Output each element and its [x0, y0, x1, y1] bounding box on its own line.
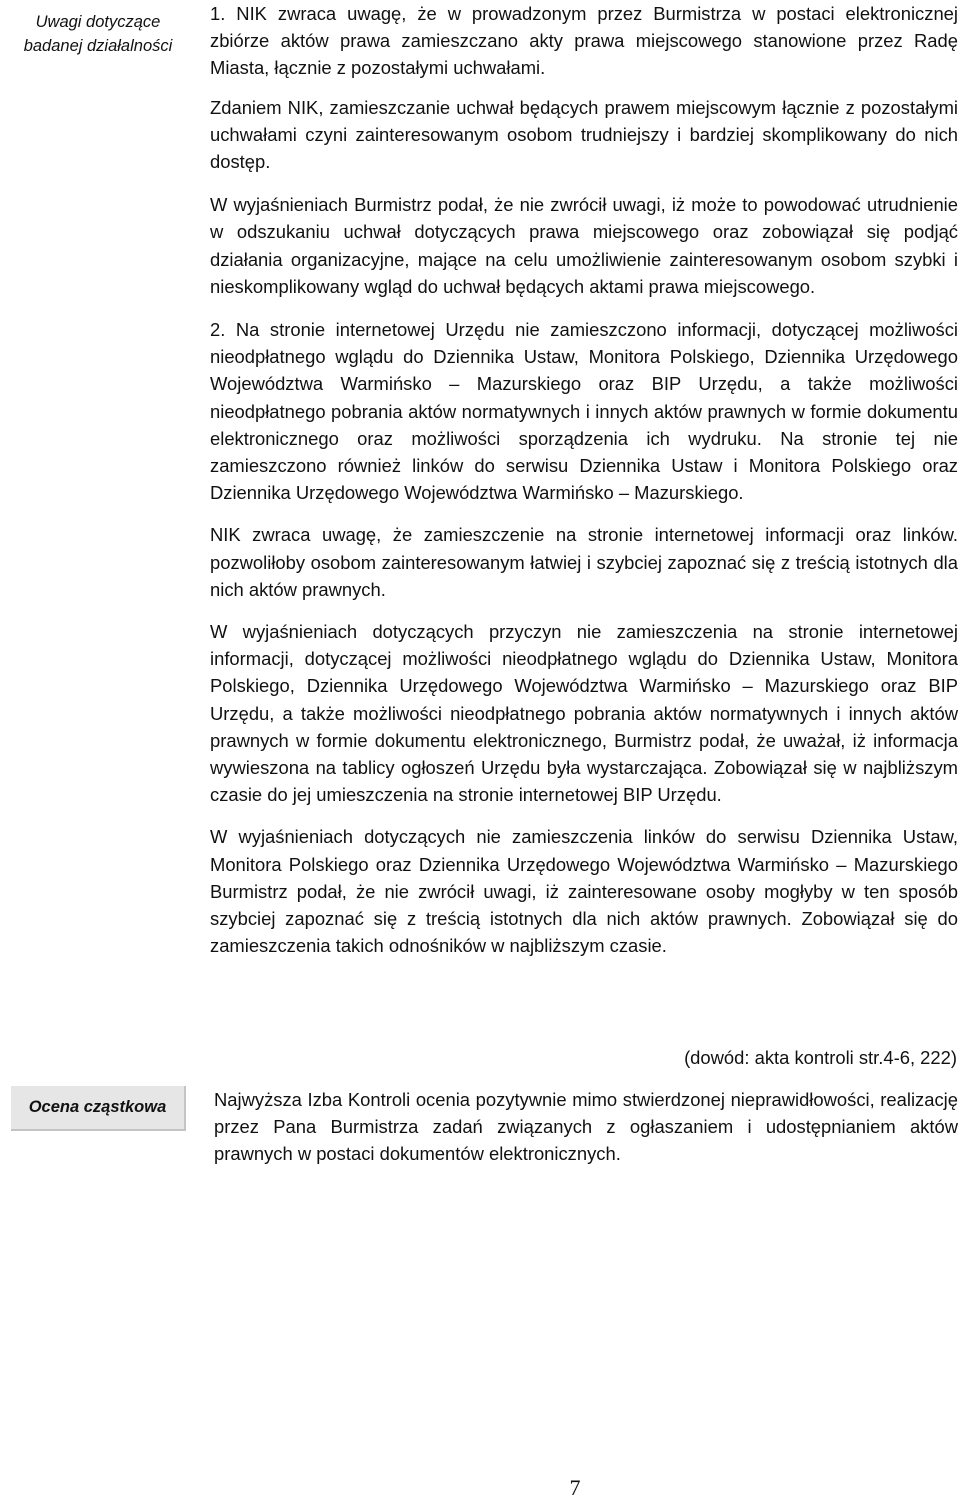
- page-number: 7: [569, 1475, 581, 1500]
- paragraph-4: 2. Na stronie internetowej Urzędu nie zamieszczono informacji, dotyczącej możliwości nieodpłatnego wglądu do Dziennika Ustaw, Monitora Polskiego, Dziennika Urzędowego Województwa Warmińsko – Mazurskiego oraz BIP Urzędu, a także możliwości nieodpłatnego pobrania aktów normatywnych i innych aktów prawnych w formie dokumentu elektronicznego oraz możliwości sporządzenia ich wydruku. Na stronie tej nie zamieszczono również linków do serwisu Dziennika Ustaw i Monitora Polskiego oraz Dziennika Urzędowego Województwa Warmińsko – Mazurskiego.: [210, 319, 958, 504]
- paragraph-5: NIK zwraca uwagę, że zamieszczenie na stronie internetowej informacji oraz linków. pozwoliłoby osobom zainteresowanym łatwiej i szybciej zapoznać się z treścią istotnych dla nich aktów prawnych.: [210, 524, 958, 600]
- evidence-reference: (dowód: akta kontroli str.4-6, 222): [684, 1047, 957, 1068]
- findings-body: [210, 0, 958, 960]
- paragraph-2: Zdaniem NIK, zamieszczanie uchwał będących prawem miejscowym łącznie z pozostałymi uchwałami czyni zainteresowanym osobom trudniejszy i bardziej skomplikowany do nich dostęp.: [210, 96, 958, 173]
- section-label: Uwagi dotyczące badanej działalności: [23, 13, 173, 55]
- assessment-text: Najwyższa Izba Kontroli ocenia pozytywnie mimo stwierdzonej nieprawidłowości, realizację przez Pana Burmistrza zadań związanych z ogłaszaniem i udostępnianiem aktów prawnych w postaci dokumentów elektronicznych.: [214, 1089, 958, 1165]
- assessment-label: Ocena cząstkowa: [28, 1098, 167, 1116]
- paragraph-1: 1. NIK zwraca uwagę, że w prowadzonym przez Burmistrza w postaci elektronicznej zbiórze aktów prawa zamieszczano akty prawa miejscowego stanowione przez Radę Miasta, łącznie z pozostałymi uchwałami.: [210, 3, 958, 79]
- paragraph-6: W wyjaśnieniach dotyczących przyczyn nie zamieszczenia na stronie internetowej informacji, dotyczącej możliwości nieodpłatnego wglądu do Dziennika Ustaw, Monitora Polskiego, Dziennika Urzędowego Województwa Warmińsko – Mazurskiego oraz BIP Urzędu, a także możliwości nieodpłatnego pobrania aktów normatywnych i innych aktów prawnych w formie dokumentu elektronicznego, Burmistrz podał, że uważał, iż informacja wywieszona na tablicy ogłoszeń Urzędu była wystarczająca. Zobowiązał się w najbliższym czasie do jej umieszczenia na stronie internetowej BIP Urzędu.: [210, 621, 958, 806]
- paragraph-7: W wyjaśnieniach dotyczących nie zamieszczenia linków do serwisu Dziennika Ustaw, Monitora Polskiego oraz Dziennika Urzędowego Województwa Warmińsko – Mazurskiego Burmistrz podał, że nie zwrócił uwagi, iż zainteresowane osoby mogłyby w ten sposób szybciej zapoznać się z treścią istotnych dla nich aktów prawnych. Zobowiązał się do zamieszczenia takich odnośników w najbliższym czasie.: [210, 826, 958, 957]
- paragraph-3: W wyjaśnieniach Burmistrz podał, że nie zwrócił uwagi, iż może to powodować utrudnienie w odszukaniu uchwał dotyczących prawa miejscowego oraz zobowiązał się podjąć działania organizacyjne, mające na celu umożliwienie zainteresowanym osobom szybki i nieskomplikowany wgląd do uchwał będących aktami prawa miejscowego.: [210, 194, 958, 297]
- assessment-label-box: [11, 1086, 186, 1131]
